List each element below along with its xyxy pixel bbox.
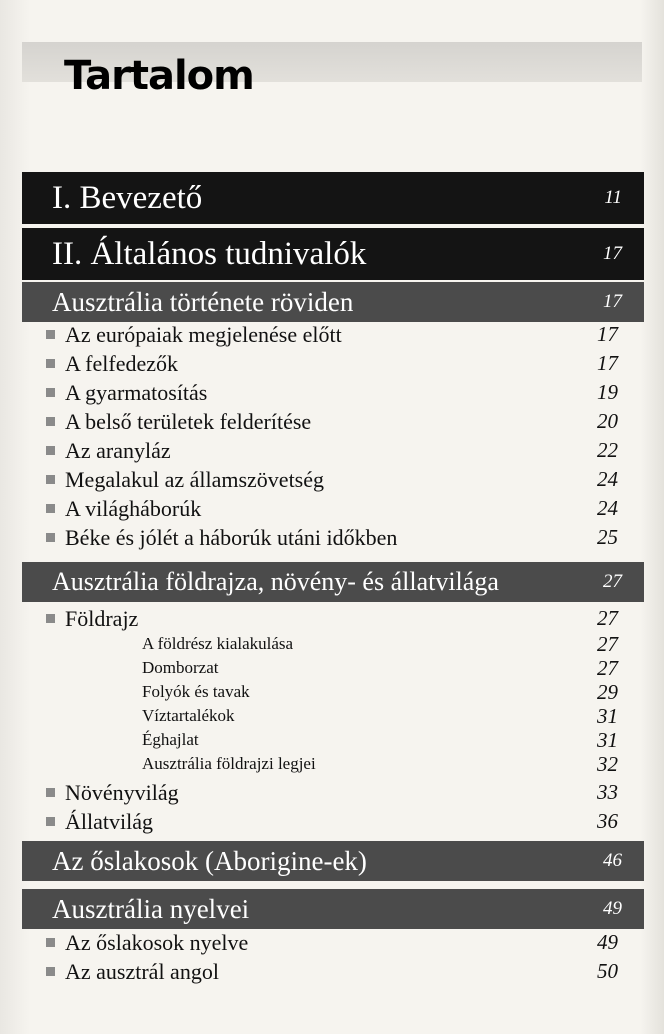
page-number: 46 [603,850,622,871]
toc-entry[interactable] [46,465,618,494]
section-geography-heading[interactable] [22,562,644,602]
bullet-icon [46,504,55,513]
page-number: 25 [597,525,618,549]
page-number: 20 [597,409,618,433]
section-label: Ausztrália földrajza, növény- és állatvilága [52,567,499,596]
bullet-icon [46,967,55,976]
toc-subentry[interactable] [142,704,618,728]
toc-entry[interactable] [46,378,618,407]
bullet-icon [46,388,55,397]
chapter-2-heading[interactable] [22,228,644,280]
page-number: 36 [597,809,618,833]
toc-subentry[interactable] [142,728,618,752]
toc-subentry[interactable] [142,752,618,776]
subentry-label: Víztartalékok [142,706,235,725]
toc-entry[interactable] [46,523,618,552]
entry-label: Az őslakosok nyelve [65,929,249,955]
entry-label: Megalakul az államszövetség [65,466,325,492]
entry-label: A belső területek felderítése [65,408,312,434]
toc-entry[interactable] [46,928,618,957]
entry-label: Állatvilág [65,808,153,834]
entry-label: Béke és jólét a háborúk utáni időkben [65,524,398,550]
section-label: Az őslakosok (Aborigine-ek) [52,845,367,876]
page-number: 17 [597,322,618,346]
toc-entry[interactable] [46,604,618,633]
bullet-icon [46,788,55,797]
entry-label: Az európaiak megjelenése előtt [65,321,342,347]
section-languages-heading[interactable] [22,889,644,929]
subentry-label: Ausztrália földrajzi legjei [142,754,316,773]
page-number: 17 [597,351,618,375]
page-number: 27 [597,631,618,656]
entry-label: A világháborúk [65,495,202,521]
toc-entry[interactable] [46,807,618,836]
page-number: 32 [597,751,618,776]
page-number: 24 [597,467,618,491]
toc-subentry[interactable] [142,656,618,680]
toc-entry[interactable] [46,349,618,378]
entry-label: Földrajz [65,605,139,631]
page-number: 49 [603,898,622,919]
page-number: 19 [597,380,618,404]
toc-subentry[interactable] [142,632,618,656]
bullet-icon [46,330,55,339]
bullet-icon [46,359,55,368]
page-number: 27 [597,606,618,630]
bullet-icon [46,446,55,455]
bullet-icon [46,475,55,484]
section-history-heading[interactable] [22,282,644,322]
chapter-1-heading[interactable] [22,172,644,224]
page-number: 31 [597,727,618,752]
subentry-label: Domborzat [142,658,219,677]
page-number: 17 [603,291,622,312]
page-number: 33 [597,780,618,804]
toc-entry[interactable] [46,957,618,986]
section-label: Ausztrália története röviden [52,286,354,317]
section-aborigines-heading[interactable] [22,841,644,881]
page-number: 27 [597,655,618,680]
bullet-icon [46,938,55,947]
page-number: 31 [597,703,618,728]
page-number: 50 [597,959,618,983]
section-label: Ausztrália nyelvei [52,893,250,924]
page-number: 29 [597,679,618,704]
entry-label: A gyarmatosítás [65,379,208,405]
toc-entry[interactable] [46,407,618,436]
chapter-label: I. Bevezető [52,179,203,216]
bullet-icon [46,614,55,623]
page-number: 22 [597,438,618,462]
bullet-icon [46,417,55,426]
entry-label: Növényvilág [65,779,179,805]
page-title: Tartalom [64,53,254,99]
bullet-icon [46,817,55,826]
page-number: 17 [603,243,622,264]
page-number: 24 [597,496,618,520]
toc-entry[interactable] [46,320,618,349]
toc-entry[interactable] [46,778,618,807]
entry-label: Az aranyláz [65,437,171,463]
subentry-label: Éghajlat [142,730,199,749]
subentry-label: Folyók és tavak [142,682,250,701]
bullet-icon [46,533,55,542]
chapter-label: II. Általános tudnivalók [52,235,367,272]
toc-entry[interactable] [46,436,618,465]
page-number: 11 [604,187,622,208]
subentry-label: A földrész kialakulása [142,634,294,653]
toc-subentry[interactable] [142,680,618,704]
page-number: 27 [603,571,622,592]
toc-entry[interactable] [46,494,618,523]
entry-label: Az ausztrál angol [65,958,219,984]
entry-label: A felfedezők [65,350,178,376]
page-number: 49 [597,930,618,954]
